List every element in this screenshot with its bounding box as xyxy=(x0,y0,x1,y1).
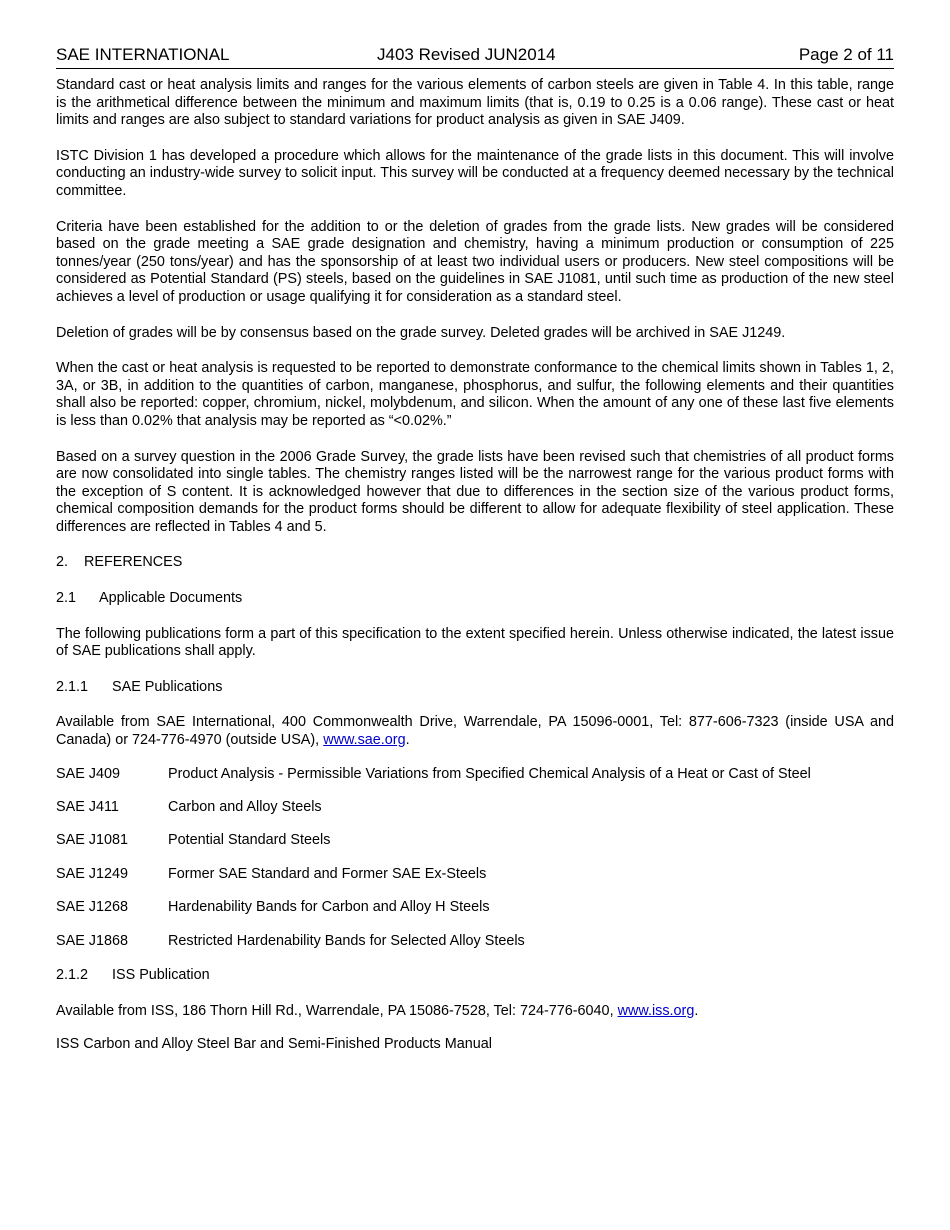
header-page-number: Page 2 of 11 xyxy=(798,45,894,64)
reference-title: Hardenability Bands for Carbon and Alloy H Steels xyxy=(168,899,490,916)
iss-website-link[interactable]: www.iss.org xyxy=(617,1002,695,1019)
paragraph-analysis-limits: Standard cast or heat analysis limits and ranges for the various elements of carbon steels are given in Table 4. In this table, range is the arithmetical difference between the minimum and maximum limits (that is, 0.19 to 0.25 is a 0.06 range). These cast or heat limits and ranges are also subject to standard variations for product analysis as given in SAE J409. xyxy=(56,77,894,129)
section-heading-iss-publication xyxy=(56,967,894,985)
section-title: Applicable Documents xyxy=(99,590,243,607)
reference-code: SAE J1249 xyxy=(56,865,129,882)
paragraph-iss-availability xyxy=(56,1003,894,1021)
paragraph-reporting: When the cast or heat analysis is requested to be reported to demonstrate conformance to the chemical limits shown in Tables 1, 2, 3A, or 3B, in addition to the quantities of carbon, manganese, phosphorus, and sulfur, the following elements and their quantities shall also be reported: copper, chromium, nickel, molybdenum, and silicon. When the amount of any one of these last five elements is less than 0.02% that analysis may be reported as “<0.02%.” xyxy=(56,360,894,429)
reference-title: Restricted Hardenability Bands for Selected Alloy Steels xyxy=(168,932,525,949)
reference-title: Product Analysis - Permissible Variations from Specified Chemical Analysis of a Heat or Cast of Steel xyxy=(168,765,811,782)
page-header xyxy=(56,44,894,69)
paragraph-istc-procedure: ISTC Division 1 has developed a procedure which allows for the maintenance of the grade lists in this document. This will involve conducting an industry-wide survey to solicit input. This survey will be conducted at a frequency deemed necessary by the technical committee. xyxy=(56,147,894,199)
section-heading-references xyxy=(56,554,894,572)
section-title: SAE Publications xyxy=(112,678,223,695)
paragraph-grade-criteria: Criteria have been established for the addition to or the deletion of grades from the grade lists. New grades will be considered based on the grade meeting a SAE grade designation and chemistry, having a minimum production or consumption of 225 tonnes/year (250 tons/year) and has the sponsorship of at least two individual users or producers. New steel compositions will be considered as Potential Standard (PS) steels, based on the guidelines in SAE J1081, until such time as production of the new steel achieves a level of production or usage qualifying it for consideration as a standard steel. xyxy=(56,218,894,305)
reference-code: SAE J1868 xyxy=(56,932,129,949)
section-number: 2.1 xyxy=(56,590,77,607)
section-number: 2.1.1 xyxy=(56,678,89,695)
section-title: ISS Publication xyxy=(112,967,210,984)
paragraph-sae-availability xyxy=(56,714,894,749)
sae-availability-text: Available from SAE International, 400 Commonwealth Drive, Warrendale, PA 15096-0001, Tel: 877-606-7323 (inside USA and Canada) or 724-776-4970 (outside USA), xyxy=(56,714,894,749)
paragraph-applicable-documents: The following publications form a part of this specification to the extent specified herein. Unless otherwise indicated, the latest issue of SAE publications shall apply. xyxy=(56,625,894,660)
reference-code: SAE J1081 xyxy=(56,832,129,849)
iss-availability-text: Available from ISS, 186 Thorn Hill Rd., Warrendale, PA 15086-7528, Tel: 724-776-6040, xyxy=(56,1002,618,1019)
reference-code: SAE J411 xyxy=(56,799,119,816)
reference-row xyxy=(56,899,894,917)
section-heading-sae-publications xyxy=(56,679,894,697)
reference-title: Carbon and Alloy Steels xyxy=(168,799,322,816)
sae-reference-list xyxy=(56,766,894,951)
section-title: REFERENCES xyxy=(84,554,183,571)
section-number: 2.1.2 xyxy=(56,967,89,984)
paragraph-iss-manual: ISS Carbon and Alloy Steel Bar and Semi-Finished Products Manual xyxy=(56,1036,492,1053)
sae-website-link[interactable]: www.sae.org xyxy=(323,732,406,749)
reference-title: Former SAE Standard and Former SAE Ex-Steels xyxy=(168,865,487,882)
sae-availability-suffix: . xyxy=(405,732,410,749)
iss-availability-suffix: . xyxy=(694,1002,699,1019)
reference-row xyxy=(56,799,894,817)
reference-row xyxy=(56,766,894,784)
reference-row xyxy=(56,866,894,884)
header-doc-id: J403 Revised JUN2014 xyxy=(377,45,556,64)
reference-code: SAE J409 xyxy=(56,765,120,782)
section-heading-applicable-documents xyxy=(56,590,894,608)
reference-row xyxy=(56,933,894,951)
reference-code: SAE J1268 xyxy=(56,899,129,916)
paragraph-grade-deletion: Deletion of grades will be by consensus based on the grade survey. Deleted grades will be archived in SAE J1249. xyxy=(56,324,786,341)
section-number: 2. xyxy=(56,554,69,571)
paragraph-grade-survey: Based on a survey question in the 2006 Grade Survey, the grade lists have been revised such that chemistries of all product forms are now consolidated into single tables. The chemistry ranges listed will be the narrowest range for the various product forms with the exception of S content. It is acknowledged however that due to differences in the section size of the various product forms, chemical composition demands for the product forms should be different to allow for adequate flexibility of steel application. These differences are reflected in Tables 4 and 5. xyxy=(56,448,894,535)
reference-title: Potential Standard Steels xyxy=(168,832,331,849)
reference-row xyxy=(56,832,894,850)
header-org: SAE INTERNATIONAL xyxy=(56,45,230,64)
